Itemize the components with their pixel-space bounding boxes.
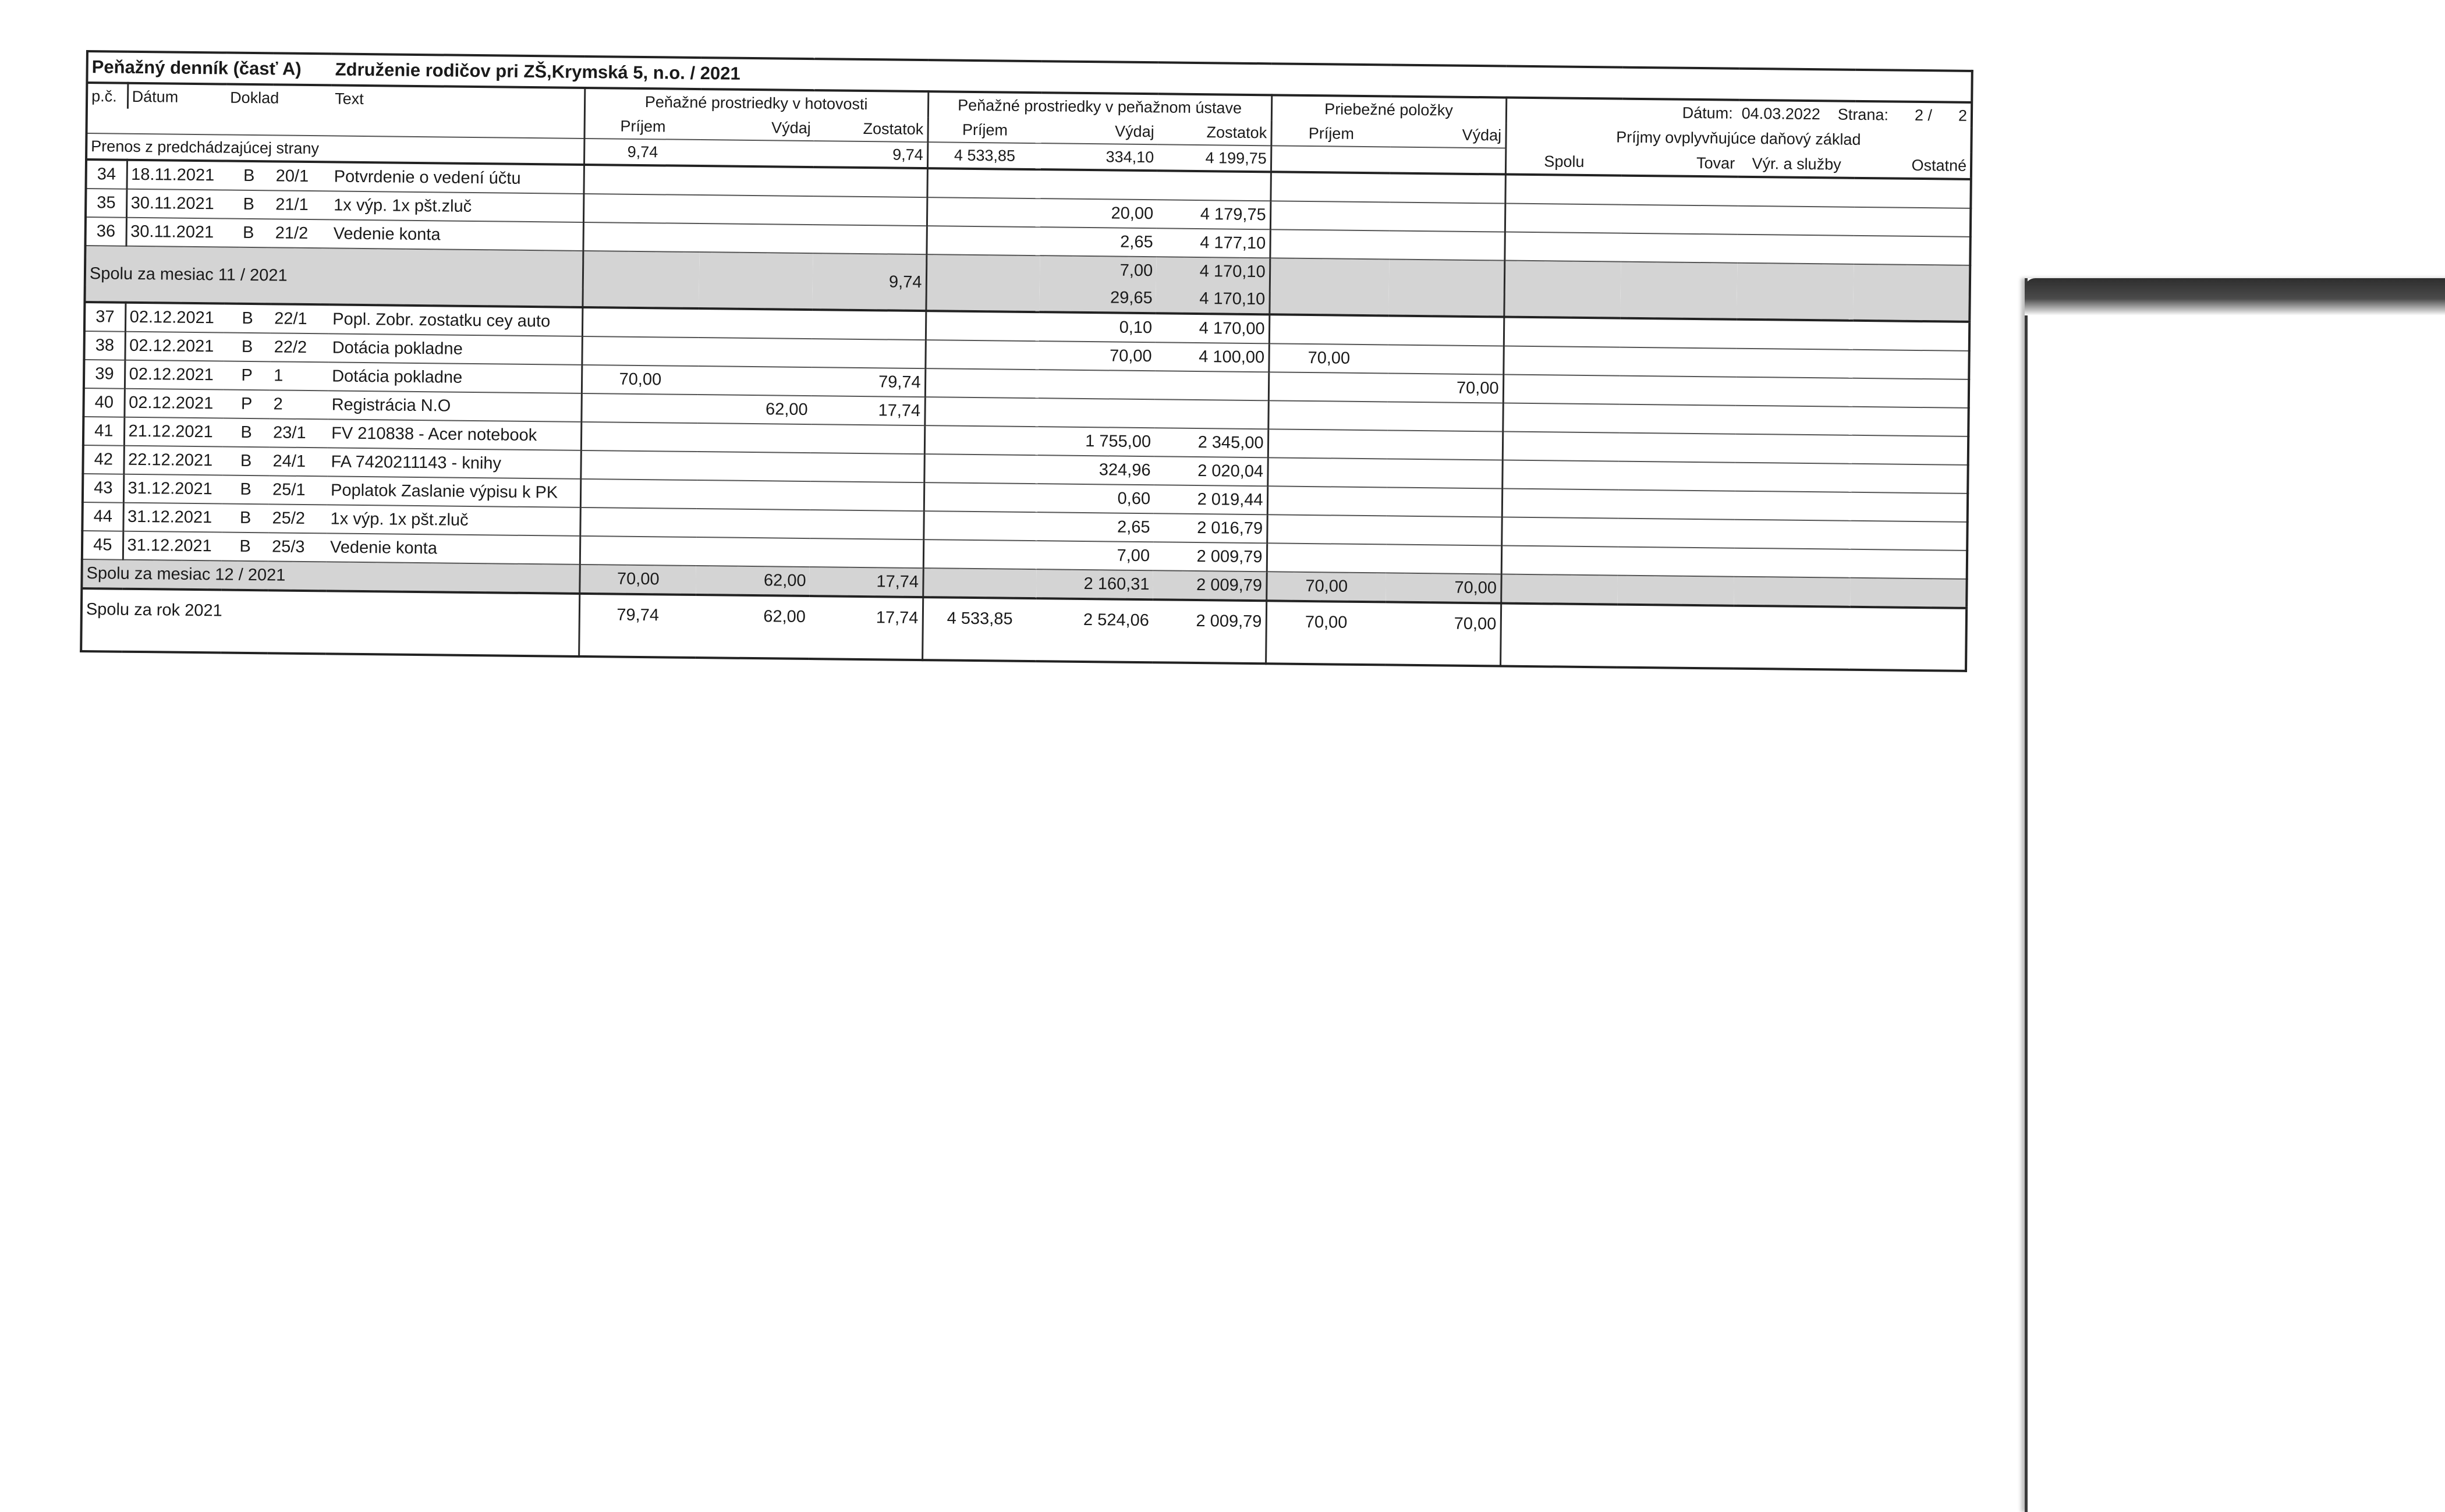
carry-bank-in: 4 533,85: [927, 142, 1041, 169]
col-pc: p.č.: [91, 87, 117, 105]
organization-name: Združenie rodičov pri ZŠ,Krymská 5, n.o. / 2021: [335, 59, 740, 84]
table-row: 42 22.12.2021 B 24/1 FA 7420211143 - knihy 324,96 2 020,04: [83, 445, 1968, 494]
bank-zostatok-header: Zostatok: [1206, 123, 1267, 142]
table-row: 37 02.12.2021 B 22/1 Popl. Zobr. zostatku cey auto 0,10 4 170,00: [84, 302, 1969, 351]
carry-label: Prenos z predchádzajúcej strany: [86, 133, 584, 165]
table-row: 40 02.12.2021 P 2 Registrácia N.O 62,00 17,74: [83, 388, 1968, 436]
page-value: 2 /: [1914, 106, 1933, 125]
transit-prijem-header: Príjem: [1271, 120, 1390, 147]
second-page-sheet: [2025, 278, 2445, 1512]
month-total-label: Spolu za mesiac 11 / 2021: [84, 246, 583, 307]
col-datum: Dátum: [127, 83, 226, 110]
bank-vydaj-header: Výdaj: [1114, 122, 1154, 141]
transit-vydaj-header: Výdaj: [1462, 126, 1502, 144]
table-row: 45 31.12.2021 B 25/3 Vedenie konta 7,00 2 009,79: [82, 531, 1967, 579]
page-label: Strana:: [1837, 105, 1889, 124]
page-total: 2: [1958, 107, 1968, 125]
table-row: 39 02.12.2021 P 1 Dotácia pokladne 70,00 79,74 70,00: [84, 360, 1969, 408]
cash-journal: [80, 50, 1971, 653]
date-value: 04.03.2022: [1741, 104, 1821, 123]
carry-cash-in: 9,74: [584, 139, 700, 166]
month-total-row: Spolu za mesiac 11 / 2021 9,74 7,00 29,65 4 170,10 4 170,10: [84, 246, 1970, 322]
table-row: 34 18.11.2021 B 20/1 Potvrdenie o vedení účtu: [86, 159, 1971, 208]
table-row: 41 21.12.2021 B 23/1 FV 210838 - Acer notebook 1 755,00 2 345,00: [83, 417, 1968, 465]
carry-bank-out: 334,10: [1041, 143, 1157, 171]
year-total-row: Spolu za rok 2021 79,74 62,00 17,74 4 533,85 2 524,06 2 009,79 70,00 70,00: [81, 588, 1966, 671]
cash-zostatok-header: Zostatok: [863, 119, 924, 139]
journal-title: Peňažný denník (časť A): [91, 56, 302, 79]
col-text: Text: [335, 90, 364, 108]
table-row: 36 30.11.2021 B 21/2 Vedenie konta 2,65 4 177,10: [85, 217, 1970, 265]
cash-prijem-header: Príjem: [584, 113, 700, 140]
table-row: 38 02.12.2021 B 22/2 Dotácia pokladne 70,00 4 100,00 70,00: [84, 331, 1969, 379]
cash-group-header: Peňažné prostriedky v hotovosti: [584, 88, 928, 117]
transit-group-header: Priebežné položky: [1271, 95, 1506, 123]
date-label: Dátum:: [1682, 104, 1733, 122]
table-row: 43 31.12.2021 B 25/1 Poplatok Zaslanie výpisu k PK 0,60 2 019,44: [83, 474, 1968, 522]
cash-vydaj-header: Výdaj: [771, 119, 811, 137]
tax-vyr-header: Výr. a služby: [1752, 154, 1841, 173]
month-total-label: Spolu za mesiac 12 / 2021: [82, 559, 580, 594]
bank-group-header: Peňažné prostriedky v peňažnom ústave: [928, 91, 1271, 120]
col-doklad: Doklad: [230, 88, 279, 107]
second-page-shadow: [2025, 278, 2445, 315]
carry-cash-bal: 9,74: [814, 141, 927, 168]
tax-group-header: Príjmy ovplyvňujúce daňový základ: [1505, 123, 1971, 153]
table-row: 35 30.11.2021 B 21/1 1x výp. 1x pšt.zluč 20,00 4 179,75: [86, 189, 1971, 237]
bank-prijem-header: Príjem: [927, 117, 1041, 143]
month-total-row: Spolu za mesiac 12 / 2021 70,00 62,00 17,74 2 160,31 2 009,79 70,00 70,00: [82, 559, 1966, 608]
year-total-label: Spolu za rok 2021: [86, 600, 222, 620]
table-row: 44 31.12.2021 B 25/2 1x výp. 1x pšt.zluč 2,65 2 016,79: [82, 502, 1967, 551]
tax-ostatne-header: Ostatné: [1911, 156, 1967, 175]
tax-tovar-header: Tovar: [1696, 154, 1735, 172]
carry-bank-bal: 4 199,75: [1157, 144, 1271, 172]
tax-spolu-header: Spolu: [1505, 148, 1622, 176]
journal-table: [80, 50, 1973, 672]
